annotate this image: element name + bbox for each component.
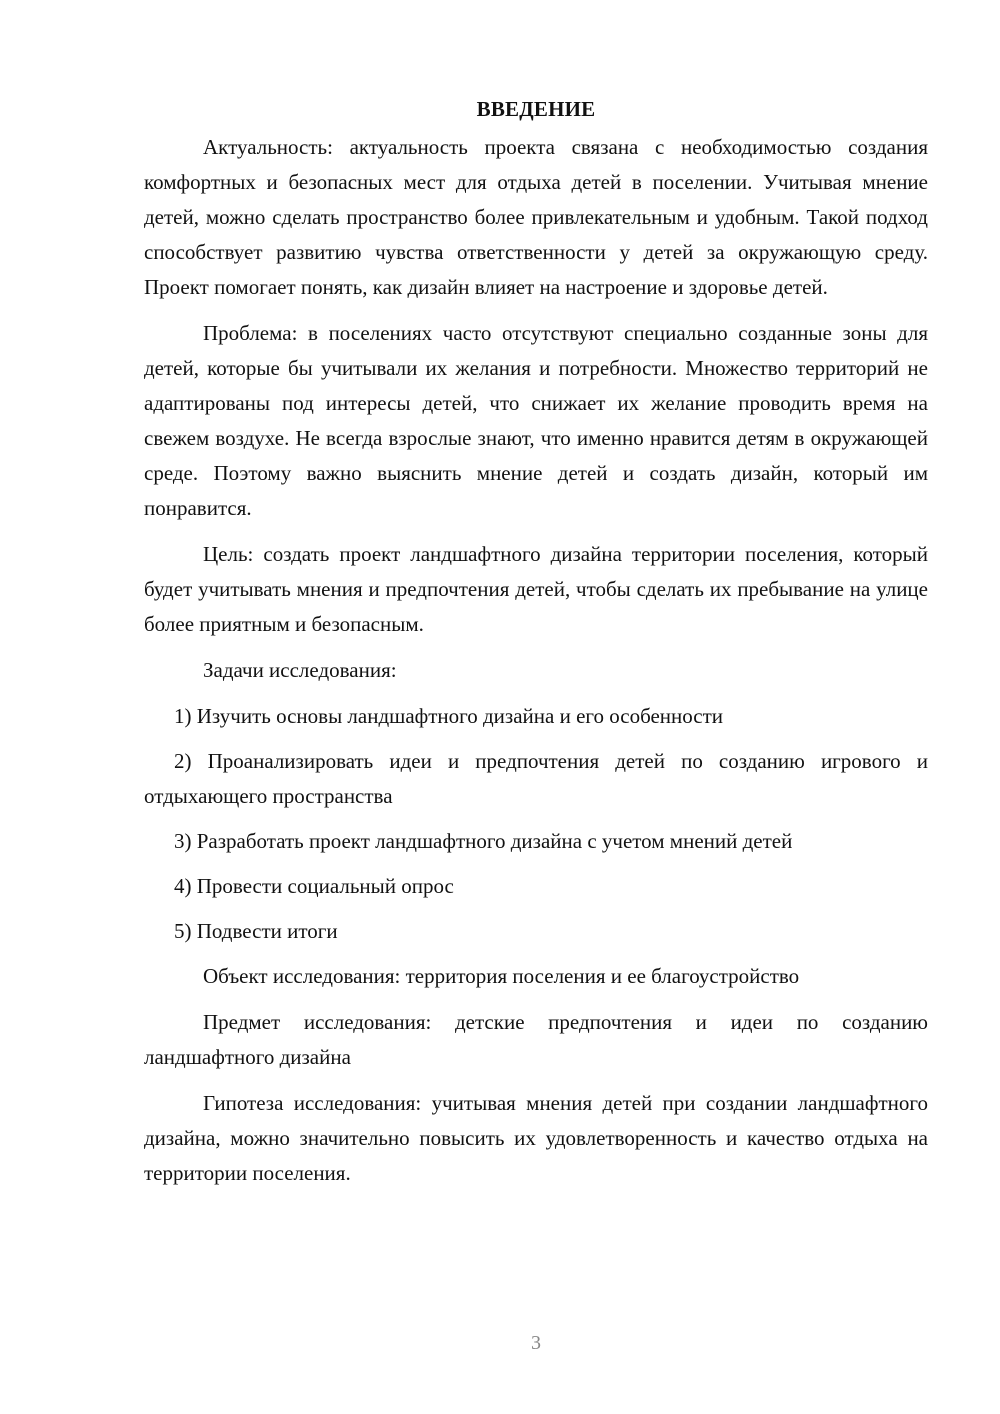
- task-item-1: 1) Изучить основы ландшафтного дизайна и его особенности: [174, 704, 724, 728]
- task-item-2: 2) Проанализировать идеи и предпочтения детей по созданию игрового и отдыхающего пространства: [144, 749, 928, 808]
- hypothesis-paragraph: Гипотеза исследования: учитывая мнения детей при создании ландшафтного дизайна, можно значительно повысить их удовлетворенность и качество отдыха на территории поселения.: [144, 1091, 928, 1185]
- document-page: [144, 92, 928, 1202]
- problem-paragraph: Проблема: в поселениях часто отсутствуют специально созданные зоны для детей, которые бы учитывали их желания и потребности. Множество территорий не адаптированы под интересы детей, что снижает их желание проводить время на свежем воздухе. Не всегда взрослые знают, что именно нравится детям в окружающей среде. Поэтому важно выяснить мнение детей и создать дизайн, который им понравится.: [144, 321, 928, 520]
- task-item-3: 3) Разработать проект ландшафтного дизайна с учетом мнений детей: [174, 829, 793, 853]
- tasks-heading: Задачи исследования:: [203, 658, 397, 682]
- relevance-paragraph: Актуальность: актуальность проекта связана с необходимостью создания комфортных и безопасных мест для отдыха детей в поселении. Учитывая мнение детей, можно сделать пространство более привлекательным и удобным. Такой подход способствует развитию чувства ответственности у детей за окружающую среду. Проект помогает понять, как дизайн влияет на настроение и здоровье детей.: [144, 135, 928, 299]
- goal-paragraph: Цель: создать проект ландшафтного дизайна территории поселения, который будет учитывать мнения и предпочтения детей, чтобы сделать их пребывание на улице более приятным и безопасным.: [144, 542, 928, 636]
- object-paragraph: Объект исследования: территория поселения и ее благоустройство: [203, 964, 800, 988]
- page-title: ВВЕДЕНИЕ: [476, 97, 596, 121]
- subject-paragraph: Предмет исследования: детские предпочтения и идеи по созданию ландшафтного дизайна: [144, 1010, 928, 1069]
- task-item-5: 5) Подвести итоги: [174, 919, 338, 943]
- page-number: 3: [531, 1332, 541, 1354]
- task-item-4: 4) Провести социальный опрос: [174, 874, 454, 898]
